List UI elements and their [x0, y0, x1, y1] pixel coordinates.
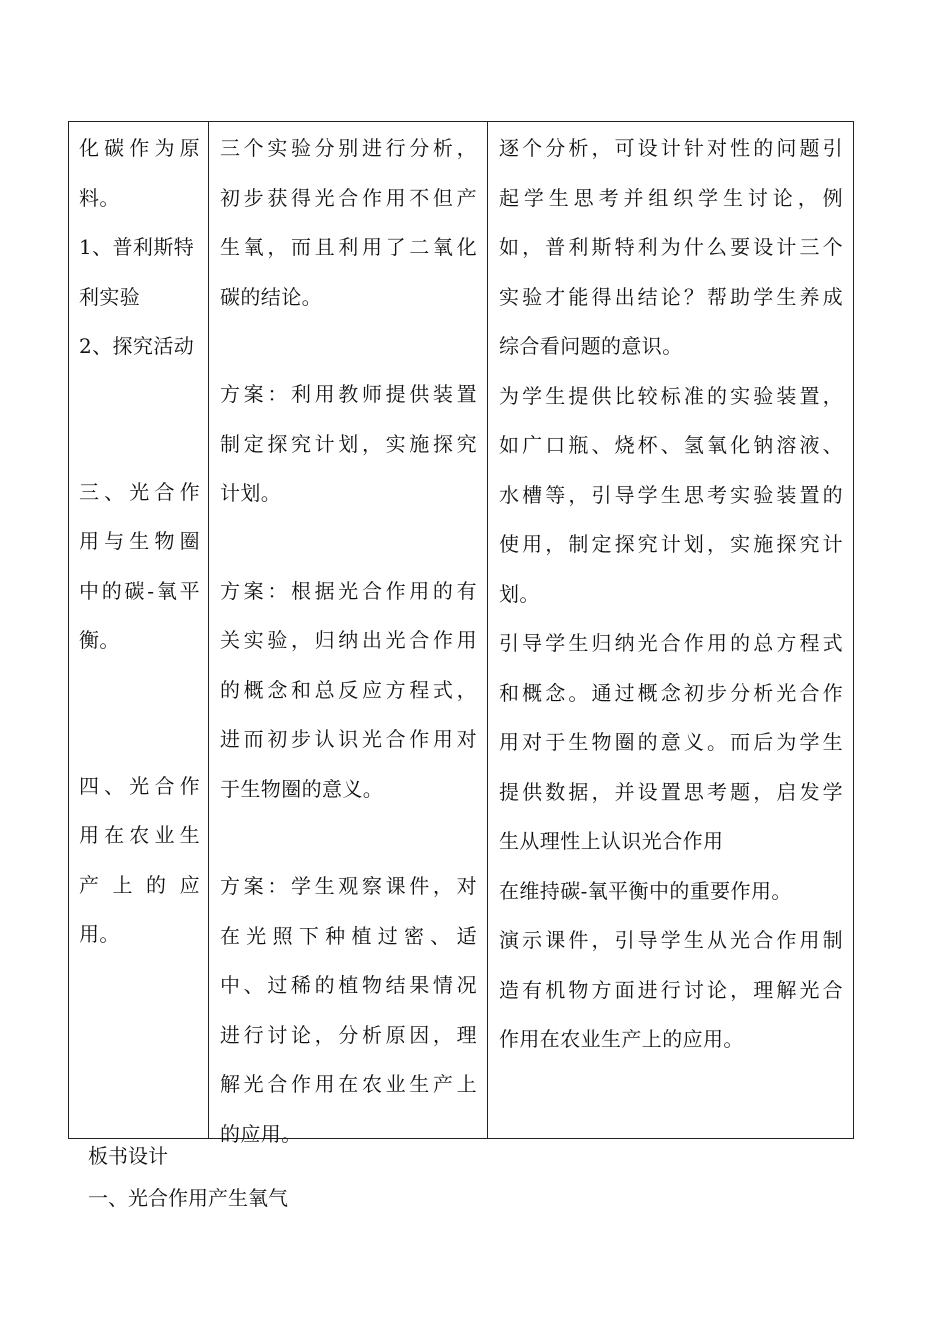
cell-line: 用在农业生 — [79, 823, 200, 847]
cell-line: 衡。 — [79, 628, 120, 652]
cell-line: 用对于生物圈的意义。而后为学生 — [499, 730, 843, 754]
cell-line: 在光照下种植过密、适 — [220, 923, 477, 948]
board-design-item: 一、光合作用产生氧气 — [88, 1186, 288, 1210]
cell-line: 如，普利斯特利为什么要设计三个 — [499, 235, 843, 259]
cell-line: 方案：根据光合作用的有 — [220, 578, 477, 603]
cell-line: 中、过稀的植物结果情况 — [220, 973, 477, 997]
cell-line: 用。 — [79, 922, 120, 946]
cell-line: 1、普利斯特 — [79, 235, 195, 259]
cell-line: 方案：学生观察课件，对 — [220, 874, 477, 898]
cell-line: 实验才能得出结论？帮助学生养成 — [499, 284, 843, 309]
activity-column — [209, 122, 488, 1146]
cell-line: 碳的结论。 — [220, 284, 322, 309]
cell-line: 为学生提供比较标准的实验装置， — [499, 383, 843, 408]
cell-line: 如广口瓶、烧杯、氢氧化钠溶液、 — [499, 433, 843, 457]
design-intent-column — [488, 122, 853, 1138]
cell-line: 生从理性上认识光合作用 — [499, 829, 724, 853]
cell-line: 在维持碳-氧平衡中的重要作用。 — [499, 878, 792, 903]
cell-line: 综合看问题的意识。 — [499, 334, 683, 358]
cell-line: 引导学生归纳光合作用的总方程式 — [499, 631, 843, 655]
cell-line: 演示课件，引导学生从光合作用制 — [499, 928, 843, 952]
cell-line: 于生物圈的意义。 — [220, 776, 384, 801]
cell-line: 2、探究活动 — [79, 334, 195, 358]
cell-line: 生氧，而且利用了二氧化 — [220, 235, 477, 259]
cell-line: 的应用。 — [220, 1121, 302, 1146]
cell-line: 制定探究计划，实施探究 — [220, 431, 477, 456]
cell-line: 四、光合作 — [79, 773, 200, 798]
cell-line: 化碳作为原 — [79, 136, 200, 160]
cell-line: 中的碳-氧平 — [79, 578, 200, 603]
cell-line: 解光合作用在农业生产上 — [220, 1072, 477, 1096]
cell-line: 方案：利用教师提供装置 — [220, 382, 477, 406]
cell-line: 初步获得光合作用不但产 — [220, 185, 477, 210]
cell-line: 关实验，归纳出光合作用 — [220, 628, 477, 652]
cell-line: 提供数据，并设置思考题，启发学 — [499, 779, 843, 804]
cell-line: 和概念。通过概念初步分析光合作 — [499, 680, 843, 705]
content-column — [69, 122, 209, 1138]
cell-line: 料。 — [79, 185, 120, 210]
cell-line: 的概念和总反应方程式， — [220, 677, 477, 702]
cell-line: 三个实验分别进行分析， — [220, 136, 477, 160]
cell-line: 产上的应 — [79, 872, 200, 897]
cell-line: 水槽等，引导学生思考实验装置的 — [499, 482, 843, 507]
cell-line: 计划。 — [220, 481, 282, 505]
cell-line: 用与生物圈 — [79, 529, 200, 553]
cell-line: 利实验 — [79, 284, 141, 309]
cell-line: 三、光合作 — [79, 479, 200, 504]
cell-line: 进行讨论，分析原因，理 — [220, 1022, 477, 1047]
cell-line: 划。 — [499, 581, 540, 606]
cell-line: 逐个分析，可设计针对性的问题引 — [499, 136, 843, 160]
cell-line: 进而初步认识光合作用对 — [220, 727, 477, 751]
cell-line: 作用在农业生产上的应用。 — [499, 1027, 744, 1051]
cell-line: 造有机物方面进行讨论，理解光合 — [499, 977, 843, 1002]
cell-line: 起学生思考并组织学生讨论，例 — [499, 185, 843, 210]
cell-line: 使用，制定探究计划，实施探究计 — [499, 532, 843, 556]
lesson-table — [68, 121, 854, 1146]
board-design-heading: 板书设计 — [88, 1144, 168, 1168]
